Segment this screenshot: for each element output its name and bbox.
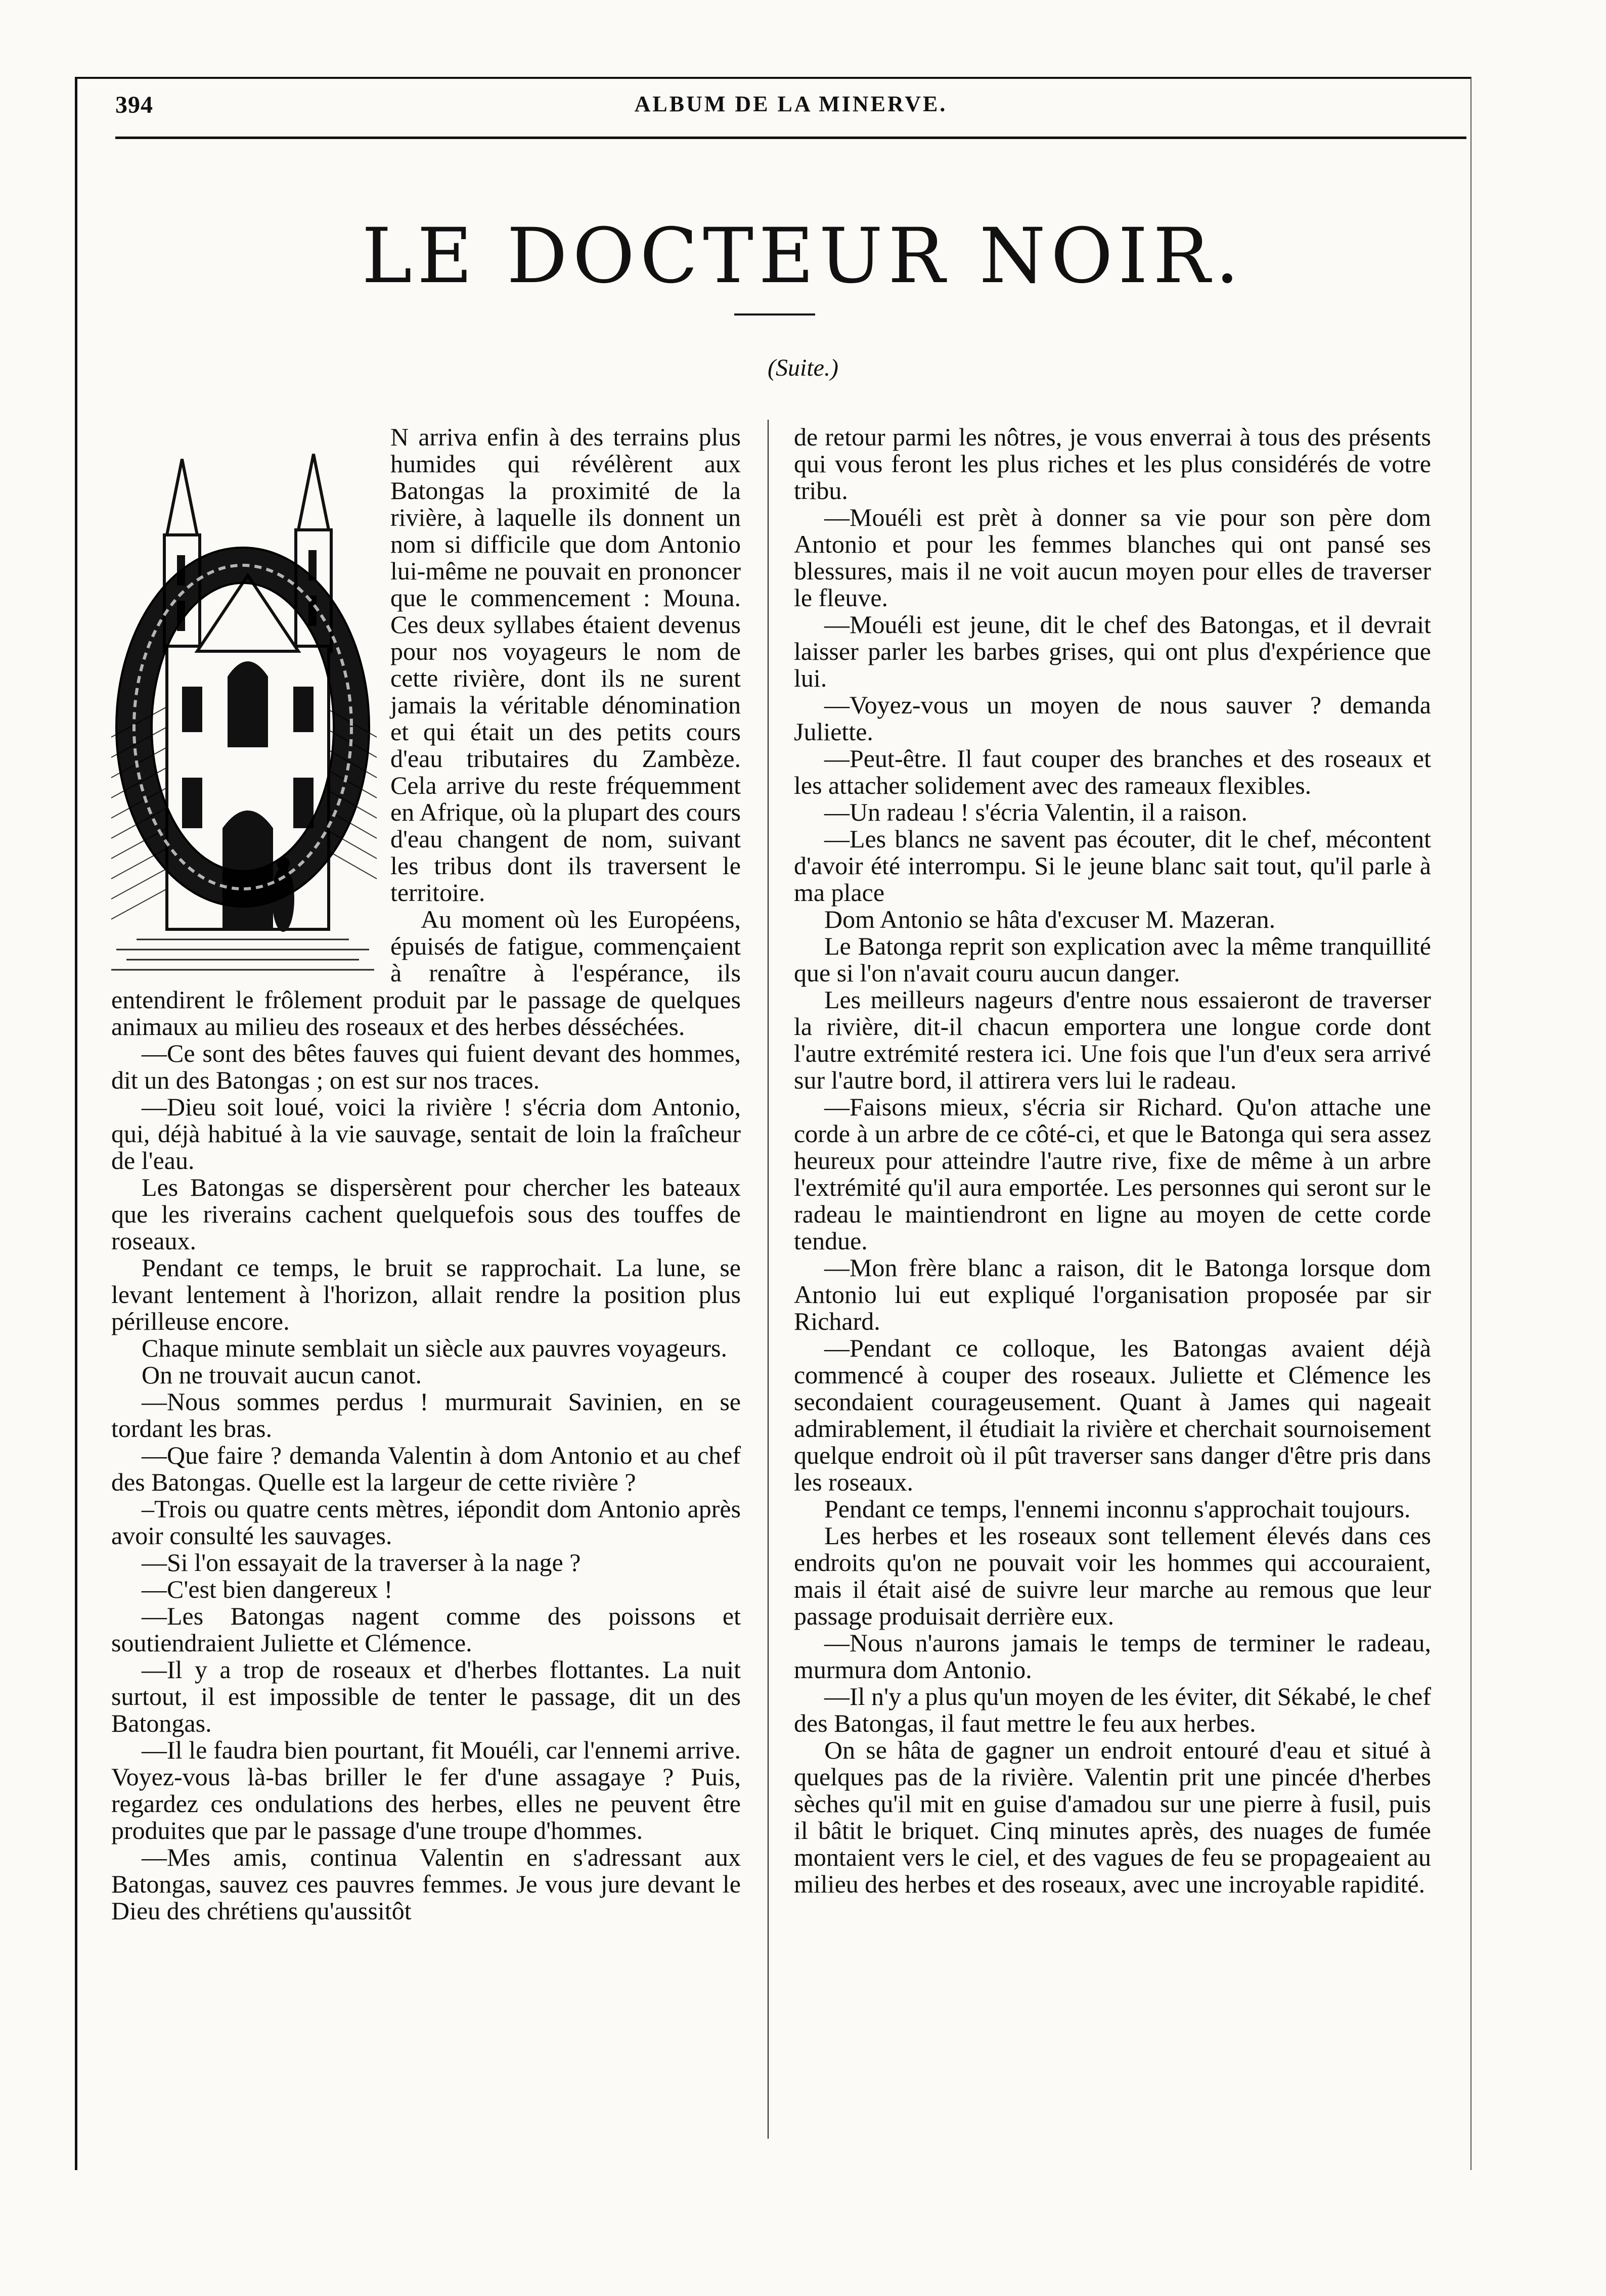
paragraph: —Nous n'aurons jamais le temps de terminer le radeau, murmura dom Antonio. bbox=[794, 1629, 1431, 1684]
paragraph: Chaque minute semblait un siècle aux pauvres voyageurs. bbox=[142, 1334, 728, 1362]
paragraph: —Mouéli est prèt à donner sa vie pour son père dom Antonio et pour les femmes blanches qui ont pansé ses blessures, mais il ne voit aucun moyen pour elles de traverser le fleuve. bbox=[794, 503, 1431, 612]
paragraph: Pendant ce temps, le bruit se rapprochait. La lune, se levant lentement à l'horizon, allait rendre la position plus périlleuse encore. bbox=[111, 1253, 741, 1335]
paragraph: On se hâta de gagner un endroit entouré d'eau et situé à quelques pas de la rivière. Valentin prit une pincée d'herbes sèches qu'il mit en guise d'amadou sur une pierre à fusil, puis il bâtit le briquet. Cinq minutes après, des nuages de fumée montaient vers le ciel, et des vagues de feu se propageaient au milieu des herbes et des roseaux, avec une incroyable rapidité. bbox=[794, 1736, 1431, 1898]
paragraph: —Que faire ? demanda Valentin à dom Antonio et au chef des Batongas. Quelle est la largeur de cette rivière ? bbox=[111, 1441, 741, 1496]
paragraph: Dom Antonio se hâta d'excuser M. Mazeran. bbox=[824, 905, 1276, 933]
page-number: 394 bbox=[115, 92, 153, 118]
article-suite: (Suite.) bbox=[768, 354, 838, 381]
paragraph: N arriva enfin à des terrains plus humides qui révélèrent aux Batongas la proximité de la rivière, à laquelle ils donnent un nom si difficile que dom Antonio lui-même ne pouvait en prononcer que le commencement : Mouna. Ces deux syllabes étaient devenus pour nos voyageurs le nom de cette rivière, dont ils ne surent jamais la véritable dénomination et qui était un des petits cours d'eau tributaires du Zambèze. Cela arrive du reste fréquemment en Afrique, où la plupart des cours d'eau changent de nom, suivant les tribus dont ils traversent le territoire. bbox=[390, 423, 741, 907]
title-rule bbox=[734, 313, 815, 316]
paragraph: Au moment où les Européens, épuisés de fatigue, commençaient à renaître à l'espérance, ils entendirent le frôlement produit par le passage de quelques animaux au milieu des roseaux et des herbes désséchées. bbox=[111, 905, 741, 1041]
paragraph: —Mouéli est jeune, dit le chef des Batongas, et il devrait laisser parler les barbes grises, qui ont plus d'expérience que lui. bbox=[794, 610, 1431, 692]
paragraph: —Un radeau ! s'écria Valentin, il a raison. bbox=[824, 798, 1247, 826]
paragraph: —Voyez-vous un moyen de nous sauver ? demanda Juliette. bbox=[794, 691, 1431, 746]
paragraph: —Dieu soit loué, voici la rivière ! s'écria dom Antonio, qui, déjà habitué à la vie sauvage, sentait de loin la fraîcheur de l'eau. bbox=[111, 1093, 741, 1175]
paragraph: —Peut-être. Il faut couper des branches et des roseaux et les attacher solidement avec des rameaux flexibles. bbox=[794, 744, 1431, 799]
paragraph: Les herbes et les roseaux sont tellement élevés dans ces endroits qu'on ne pouvait voir les hommes qui accouraient, mais il était aisé de suivre leur marche au remous que leur passage produisait derrière eux. bbox=[794, 1521, 1431, 1630]
paragraph: –Trois ou quatre cents mètres, iépondit dom Antonio après avoir consulté les sauvages. bbox=[111, 1495, 741, 1550]
paragraph: —Mes amis, continua Valentin en s'adressant aux Batongas, sauvez ces pauvres femmes. Je vous jure devant le Dieu des chrétiens qu'aussitôt bbox=[111, 1843, 741, 1925]
column-divider bbox=[768, 420, 769, 2139]
paragraph: On ne trouvait aucun canot. bbox=[142, 1361, 422, 1389]
dropcap-church-illustration-icon bbox=[106, 424, 379, 980]
paragraph: —Nous sommes perdus ! murmurait Savinien, en se tordant les bras. bbox=[111, 1387, 741, 1443]
left-column bbox=[111, 424, 741, 1924]
paragraph: —Il y a trop de roseaux et d'herbes flottantes. La nuit surtout, il est impossible de tenter le passage, dit un des Batongas. bbox=[111, 1655, 741, 1737]
paragraph: de retour parmi les nôtres, je vous enverrai à tous des présents qui vous feront les plus riches et les plus considérés de votre tribu. bbox=[794, 423, 1431, 505]
paragraph: Le Batonga reprit son explication avec la même tranquillité que si l'on n'avait couru aucun danger. bbox=[794, 932, 1431, 987]
paragraph: Les Batongas se dispersèrent pour chercher les bateaux que les riverains cachent quelquefois sous des touffes de roseaux. bbox=[111, 1173, 741, 1255]
paragraph: —Mon frère blanc a raison, dit le Batonga lorsque dom Antonio lui eut expliqué l'organisation proposée par sir Richard. bbox=[794, 1253, 1431, 1335]
paragraph: —Les Batongas nagent comme des poissons et soutiendraient Juliette et Clémence. bbox=[111, 1602, 741, 1657]
page-header bbox=[115, 91, 1466, 131]
paragraph: —Si l'on essayait de la traverser à la nage ? bbox=[142, 1548, 581, 1577]
paragraph: —Faisons mieux, s'écria sir Richard. Qu'on attache une corde à un arbre de ce côté-ci, et que le Batonga qui sera assez heureux pour atteindre l'autre rive, fixe de même à un arbre l'extrémité qu'il aura emportée. Les personnes qui seront sur le radeau le maintiendront en ligne au moyen de cette corde tendue. bbox=[794, 1093, 1431, 1255]
running-title: ALBUM DE LA MINERVE. bbox=[634, 92, 948, 116]
article-title: LE DOCTEUR NOIR. bbox=[362, 212, 1244, 300]
header-rule bbox=[115, 137, 1466, 139]
paragraph: —Les blancs ne savent pas écouter, dit le chef, mécontent d'avoir été interrompu. Si le jeune blanc sait tout, qu'il parle à ma place bbox=[794, 825, 1431, 907]
paragraph: —C'est bien dangereux ! bbox=[142, 1575, 393, 1603]
paragraph: —Il n'y a plus qu'un moyen de les éviter, dit Sékabé, le chef des Batongas, il faut mettre le feu aux herbes. bbox=[794, 1682, 1431, 1737]
paragraph: —Pendant ce colloque, les Batongas avaient déjà commencé à couper des roseaux. Juliette et Clémence les secondaient courageusement. Quant à James qui nageait admirablement, il étudiait la rivière et cherchait sournoisement quelque endroit où il pût traverser sans danger d'être pris dans les roseaux. bbox=[794, 1334, 1431, 1496]
paragraph: —Il le faudra bien pourtant, fit Mouéli, car l'ennemi arrive. Voyez-vous là-bas briller le fer d'une assagaye ? Puis, regardez ces ondulations des herbes, elles ne peuvent être produites que par le passage d'une troupe d'hommes. bbox=[111, 1736, 741, 1844]
paragraph: Pendant ce temps, l'ennemi inconnu s'approchait toujours. bbox=[824, 1495, 1411, 1523]
paragraph: —Ce sont des bêtes fauves qui fuient devant des hommes, dit un des Batongas ; on est sur nos traces. bbox=[111, 1039, 741, 1094]
right-column bbox=[794, 424, 1431, 1898]
paragraph: Les meilleurs nageurs d'entre nous essaieront de traverser la rivière, dit-il chacun emportera une longue corde dont l'autre extrémité restera ici. Une fois que l'un d'eux sera arrivé sur l'autre bord, il attirera vers lui le radeau. bbox=[794, 985, 1431, 1094]
